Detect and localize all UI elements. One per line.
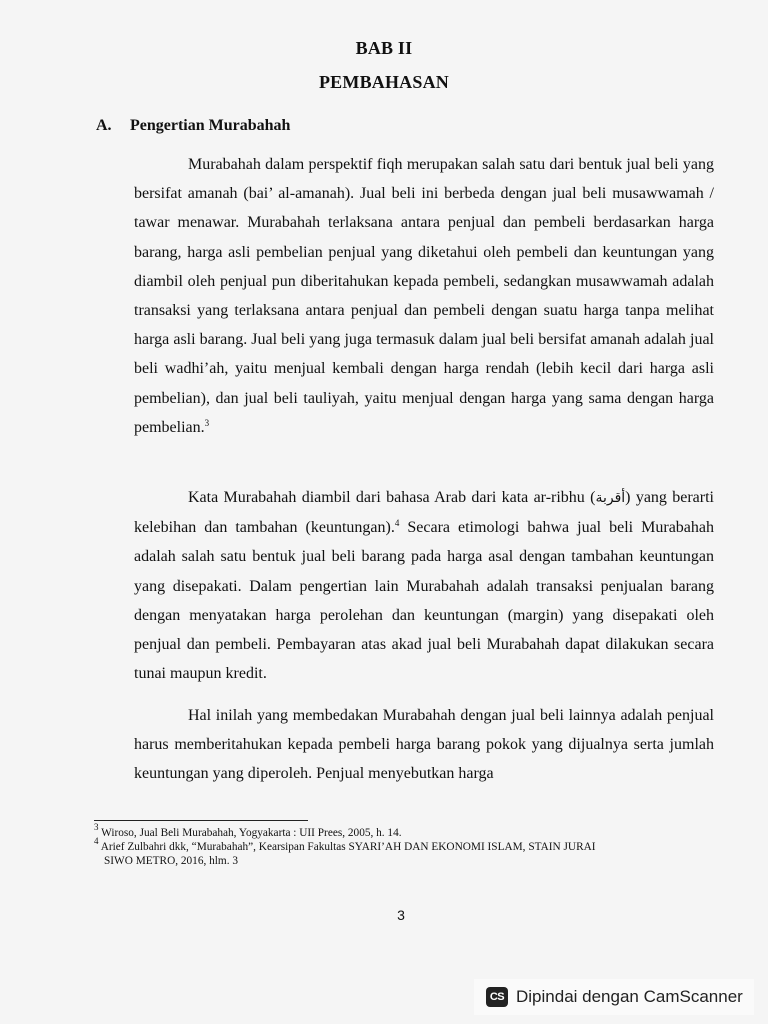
footnote-4 [94, 836, 714, 854]
footnote-4-continued: SIWO METRO, 2016, hlm. 3 [104, 855, 238, 867]
section-title: Pengertian Murabahah [130, 117, 291, 134]
footnote-ref-3: 3 [204, 417, 210, 428]
paragraph-2-text-a: Kata Murabahah diambil dari bahasa Arab dari kata ar-ribhu ( [188, 489, 596, 506]
camscanner-logo-icon: CS [486, 987, 508, 1007]
footnote-4-text: Arief Zulbahri dkk, “Murabahah”, Kearsipan Fakultas SYARI’AH DAN EKONOMI ISLAM, STAIN JURAI [98, 841, 596, 853]
footnotes [94, 822, 714, 868]
chapter-title: PEMBAHASAN [318, 72, 449, 92]
paragraph-2-text-c: Secara etimologi bahwa jual beli Murabahah adalah salah satu bentuk jual beli barang pada harga asal dengan tambahan keuntungan yang disepakati. Dalam pengertian lain Murabahah adalah transaksi penjualan barang dengan menyatakan harga perolehan dan keuntungan (margin) yang disepakati oleh penjual dan pembeli. Pembayaran atas akad jual beli Murabahah dapat dilakukan secara tunai maupun kredit. [134, 519, 714, 683]
section-letter: A. [96, 117, 112, 134]
footnote-3 [94, 822, 714, 840]
paragraph-3 [134, 701, 714, 789]
paragraph-2 [134, 483, 714, 688]
footnote-4-number: 4 [94, 836, 99, 846]
footnote-3-text: Wiroso, Jual Beli Murabahah, Yogyakarta : UII Prees, 2005, h. 14. [98, 827, 402, 839]
paragraph-1-text: Murabahah dalam perspektif fiqh merupakan salah satu dari bentuk jual beli yang bersifat amanah (bai’ al-amanah). Jual beli ini berbeda dengan jual beli musawwamah / tawar menawar. Murabahah terlaksana antara penjual dan pembeli berdasarkan harga barang, harga asli pembelian penjual yang diketahui oleh pembeli dan keuntungan yang diambil oleh penjual pun diberitahukan kepada pembeli, sedangkan musawwamah adalah transaksi yang terlaksana antara penjual dan pembeli dengan suatu harga tanpa melihat harga asli barang. Jual beli yang juga termasuk dalam jual beli bersifat amanah adalah jual beli wadhi’ah, yaitu menjual kembali dengan harga rendah (lebih kecil dari harga asli pembelian), dan jual beli tauliyah, yaitu menjual dengan harga yang sama dengan harga pembelian. [134, 156, 714, 436]
paragraph-2-text-b: ) yang berarti kelebihan dan tambahan (keuntungan). [134, 489, 715, 537]
camscanner-label: Dipindai dengan CamScanner [516, 987, 743, 1006]
arabic-term: أقربة [595, 490, 626, 506]
camscanner-watermark [474, 979, 754, 1015]
footnote-3-number: 3 [94, 822, 99, 832]
footnote-divider [94, 820, 308, 821]
chapter-number: BAB II [355, 38, 413, 58]
page-number: 3 [397, 907, 405, 923]
paragraph-3-text: Hal inilah yang membedakan Murabahah dengan jual beli lainnya adalah penjual harus memberitahukan kepada pembeli harga barang pokok yang dijualnya serta jumlah keuntungan yang diperoleh. Penjual menyebutkan harga [134, 707, 714, 783]
section-heading [96, 117, 290, 135]
paragraph-1 [134, 150, 714, 442]
footnote-ref-4: 4 [394, 518, 400, 529]
